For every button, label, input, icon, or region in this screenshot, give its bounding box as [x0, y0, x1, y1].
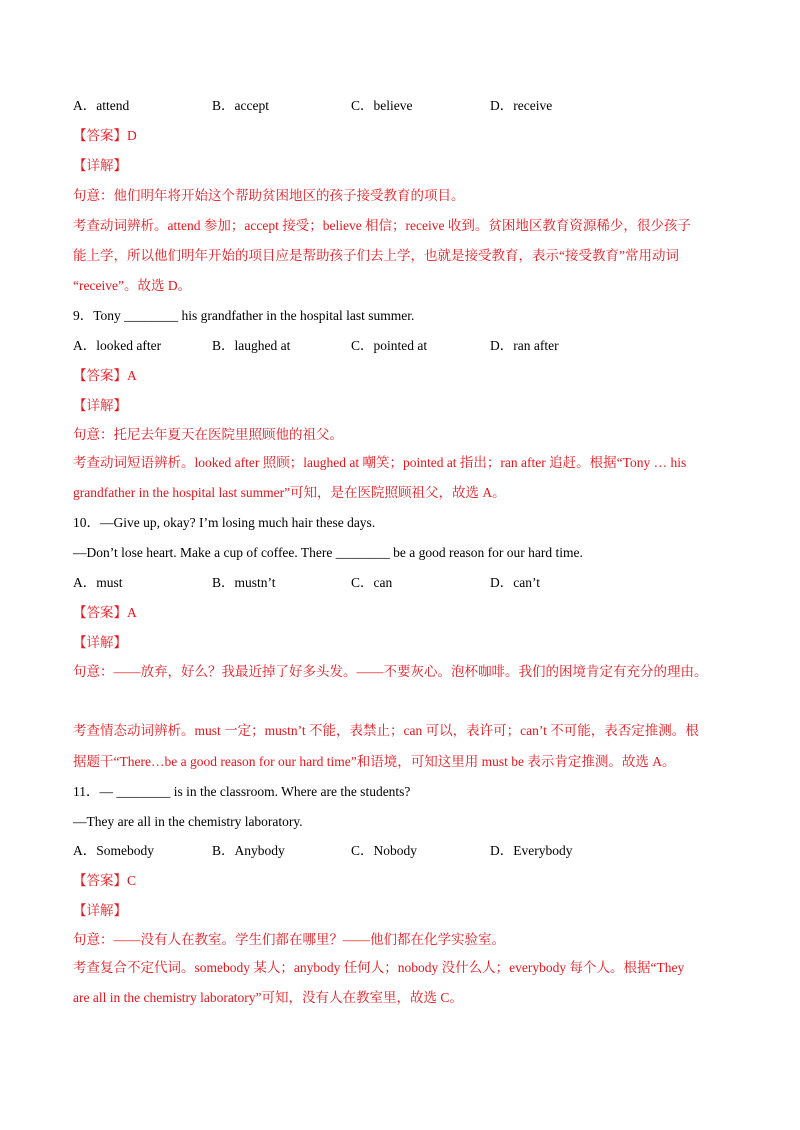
q9-detail-label: 【详解】 [73, 398, 127, 413]
q11-meaning: 句意：——没有人在教室。学生们都在哪里？——他们都在化学实验室。 [73, 932, 505, 947]
q10-detail-label: 【详解】 [73, 635, 127, 650]
q11-stem-line-1: 11．— ________ is in the classroom. Where are the students? [73, 784, 411, 799]
q9-option-c: C．pointed at [351, 338, 428, 353]
q10-option-a: A．must [73, 575, 123, 590]
q9-option-b: B．laughed at [212, 338, 291, 353]
q8-options [73, 96, 740, 116]
q8-analysis-line-1: 考查动词辨析。attend 参加；accept 接受；believe 相信；receive 收到。贫困地区教育资源稀少，很少孩子 [73, 218, 691, 233]
q10-options [73, 573, 740, 593]
q10-stem-line-2: —Don’t lose heart. Make a cup of coffee. There ________ be a good reason for our hard time. [73, 545, 583, 560]
q11-options [73, 841, 740, 861]
q11-analysis-line-2: are all in the chemistry laboratory”可知，没有人在教室里，故选 C。 [73, 990, 463, 1005]
q8-analysis-line-3: “receive”。故选 D。 [73, 278, 192, 293]
q11-option-a: A．Somebody [73, 843, 154, 858]
q11-answer: 【答案】C [73, 873, 137, 888]
q9-option-d: D．ran after [490, 338, 559, 353]
q9-meaning: 句意：托尼去年夏天在医院里照顾他的祖父。 [73, 427, 343, 442]
q11-option-c: C．Nobody [351, 843, 418, 858]
q8-option-a: A．attend [73, 98, 130, 113]
q10-option-c: C．can [351, 575, 393, 590]
q9-analysis-line-1: 考查动词短语辨析。looked after 照顾；laughed at 嘲笑；pointed at 指出；ran after 追赶。根据“Tony … his [73, 455, 687, 470]
q8-analysis-line-2: 能上学，所以他们明年开始的项目应是帮助孩子们去上学，也就是接受教育，表示“接受教育”常用动词 [73, 248, 679, 263]
q9-options [73, 336, 740, 356]
q8-detail-label: 【详解】 [73, 158, 127, 173]
q11-option-b: B．Anybody [212, 843, 285, 858]
q10-answer: 【答案】A [73, 605, 137, 620]
q11-analysis-line-1: 考查复合不定代词。somebody 某人；anybody 任何人；nobody 没什么人；everybody 每个人。根据“They [73, 960, 685, 975]
q8-option-b: B．accept [212, 98, 269, 113]
q9-analysis-line-2: grandfather in the hospital last summer”可知，是在医院照顾祖父，故选 A。 [73, 485, 506, 500]
q10-option-b: B．mustn’t [212, 575, 276, 590]
q8-answer: 【答案】D [73, 128, 137, 143]
q11-stem-line-2: —They are all in the chemistry laboratory. [73, 814, 303, 829]
q10-stem-line-1: 10．—Give up, okay? I’m losing much hair these days. [73, 515, 376, 530]
q9-option-a: A．looked after [73, 338, 162, 353]
q8-option-d: D．receive [490, 98, 553, 113]
q10-analysis-line-2: 据题干“There…be a good reason for our hard time”和语境，可知这里用 must be 表示肯定推测。故选 A。 [73, 754, 676, 769]
q10-option-d: D．can’t [490, 575, 540, 590]
q11-detail-label: 【详解】 [73, 903, 127, 918]
q8-option-c: C．believe [351, 98, 413, 113]
q10-meaning: 句意：——放弃，好么？我最近掉了好多头发。——不要灰心。泡杯咖啡。我们的困境肯定有充分的理由。 [73, 664, 708, 679]
q9-stem: 9．Tony ________ his grandfather in the hospital last summer. [73, 308, 415, 323]
q8-meaning: 句意：他们明年将开始这个帮助贫困地区的孩子接受教育的项目。 [73, 188, 465, 203]
q10-analysis-line-1: 考查情态动词辨析。must 一定；mustn’t 不能，表禁止；can 可以，表许可；can’t 不可能，表否定推测。根 [73, 723, 699, 738]
q11-option-d: D．Everybody [490, 843, 573, 858]
q9-answer: 【答案】A [73, 368, 137, 383]
